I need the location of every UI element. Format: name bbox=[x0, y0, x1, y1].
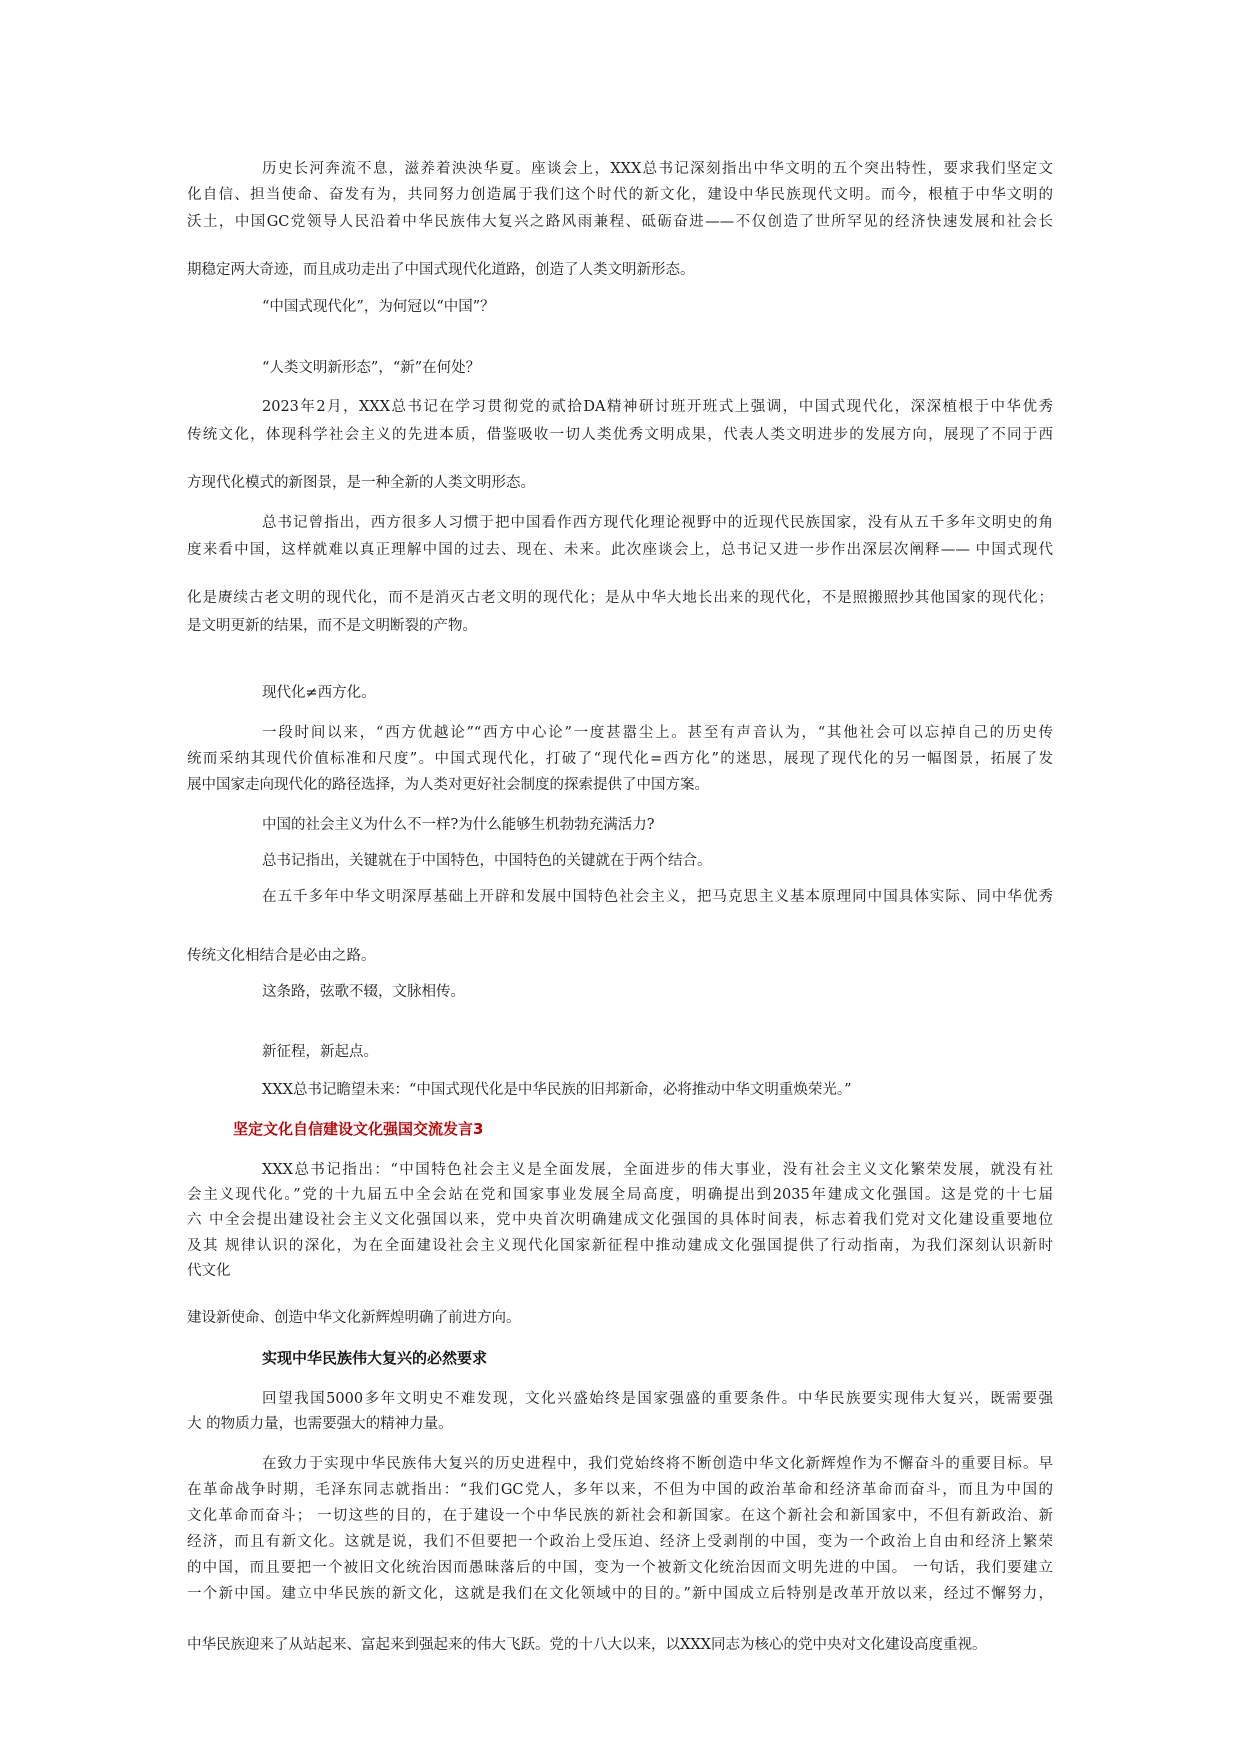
paragraph-line: 历史长河奔流不息，滋养着泱泱华夏。座谈会上，XXX总书记深刻指出中华文明的五个突出特性，要求我们坚定文 bbox=[262, 161, 1053, 177]
paragraph-line: 中国的社会主义为什么不一样?为什么能够生机勃勃充满活力? bbox=[262, 817, 655, 833]
paragraph-line: 方现代化模式的新图景，是一种全新的人类文明形态。 bbox=[187, 475, 535, 491]
paragraph-line: 在五千多年中华文明深厚基础上开辟和发展中国特色社会主义，把马克思主义基本原理同中国具体实际、同中华优秀 bbox=[262, 889, 1053, 905]
paragraph-line: 期稳定两大奇迹，而且成功走出了中国式现代化道路，创造了人类文明新形态。 bbox=[187, 262, 695, 278]
paragraph-line: 在革命战争时期，毛泽东同志就指出：“我们GC党人，多年以来，不但为中国的政治革命和经济革命而奋斗，而且为中国的 bbox=[187, 1482, 1053, 1498]
question-line: “人类文明新形态”，“新”在何处？ bbox=[262, 360, 481, 376]
paragraph-line: 建设新使命、创造中华文化新辉煌明确了前进方向。 bbox=[187, 1310, 521, 1326]
paragraph-line: 化自信、担当使命、奋发有为，共同努力创造属于我们这个时代的新文化，建设中华民族现代文明。而今，根植于中华文明的 bbox=[187, 187, 1053, 203]
paragraph-line: 大 的物质力量，也需要强大的精神力量。 bbox=[187, 1416, 453, 1432]
paragraph-line: 一个新中国。建立中华民族的新文化，这就是我们在文化领域中的目的。”新中国成立后特别是改革开放以来，经过不懈努力， bbox=[187, 1586, 1053, 1602]
paragraph-line: 新征程，新起点。 bbox=[262, 1044, 378, 1060]
paragraph-line: 沃土，中国GC党领导人民沿着中华民族伟大复兴之路风雨兼程、砥砺奋进——不仅创造了世所罕见的经济快速发展和社会长 bbox=[187, 214, 1053, 230]
paragraph-line: XXX总书记瞻望未来：“中国式现代化是中华民族的旧邦新命，必将推动中华文明重焕荣光。” bbox=[262, 1082, 852, 1098]
paragraph-line: 传统文化相结合是必由之路。 bbox=[187, 948, 376, 964]
paragraph-line: 中华民族迎来了从站起来、富起来到强起来的伟大飞跃。党的十八大以来，以XXX同志为核心的党中央对文化建设高度重视。 bbox=[187, 1637, 987, 1653]
paragraph-line: 这条路，弦歌不辍，文脉相传。 bbox=[262, 984, 465, 1000]
paragraph-line: 传统文化，体现科学社会主义的先进本质，借鉴吸收一切人类优秀文明成果，代表人类文明进步的发展方向，展现了不同于西 bbox=[187, 427, 1053, 443]
section-heading: 坚定文化自信建设文化强国交流发言3 bbox=[233, 1120, 484, 1138]
paragraph-line: 六 中全会提出建设社会主义文化强国以来，党中央首次明确建成文化强国的具体时间表，标志着我们党对文化建设重要地位 bbox=[187, 1212, 1053, 1228]
paragraph-line: 是文明更新的结果，而不是文明断裂的产物。 bbox=[187, 618, 477, 634]
paragraph-line: 回望我国5000多年文明史不难发现，文化兴盛始终是国家强盛的重要条件。中华民族要实现伟大复兴，既需要强 bbox=[262, 1391, 1053, 1407]
paragraph-line: 会主义现代化。”党的十九届五中全会站在党和国家事业发展全局高度，明确提出到2035年建成文化强国。这是党的十七届 bbox=[187, 1187, 1053, 1203]
paragraph-line: 总书记曾指出，西方很多人习惯于把中国看作西方现代化理论视野中的近现代民族国家，没有从五千多年文明史的角 bbox=[262, 515, 1053, 531]
paragraph-line: 经济，而且有新文化。这就是说，我们不但要把一个政治上受压迫、经济上受剥削的中国，变为一个政治上自由和经济上繁荣 bbox=[187, 1534, 1053, 1550]
paragraph-line: 统而采纳其现代价值标准和尺度”。中国式现代化，打破了“现代化=西方化”的迷思，展现了现代化的另一幅图景，拓展了发 bbox=[187, 751, 1053, 767]
paragraph-line: 在致力于实现中华民族伟大复兴的历史进程中，我们党始终将不断创造中华文化新辉煌作为不懈奋斗的重要目标。早 bbox=[262, 1456, 1053, 1472]
question-line: “中国式现代化”，为何冠以“中国”？ bbox=[262, 299, 495, 315]
paragraph-line: 代文化 bbox=[187, 1263, 231, 1279]
paragraph-line: 化是赓续古老文明的现代化，而不是消灭古老文明的现代化；是从中华大地长出来的现代化，不是照搬照抄其他国家的现代化； bbox=[187, 590, 1053, 606]
paragraph-line: 现代化≠西方化。 bbox=[262, 685, 376, 701]
paragraph-line: 文化革命而奋斗； 一切这些的目的，在于建设一个中华民族的新社会和新国家。在这个新社会和新国家中，不但有新政治、新 bbox=[187, 1508, 1053, 1524]
paragraph-line: 及其 规律认识的深化，为在全面建设社会主义现代化国家新征程中推动建成文化强国提供了行动指南，为我们深刻认识新时 bbox=[187, 1238, 1053, 1254]
paragraph-line: 总书记指出，关键就在于中国特色，中国特色的关键就在于两个结合。 bbox=[262, 853, 712, 869]
subsection-heading: 实现中华民族伟大复兴的必然要求 bbox=[262, 1349, 488, 1367]
paragraph-line: 度来看中国，这样就难以真正理解中国的过去、现在、未来。此次座谈会上，总书记又进一步作出深层次阐释—— 中国式现代 bbox=[187, 542, 1053, 558]
paragraph-line: XXX总书记指出：“中国特色社会主义是全面发展，全面进步的伟大事业，没有社会主义文化繁荣发展，就没有社 bbox=[262, 1162, 1053, 1178]
paragraph-line: 展中国家走向现代化的路径选择，为人类对更好社会制度的探索提供了中国方案。 bbox=[187, 777, 709, 793]
paragraph-line: 的中国，而且要把一个被旧文化统治因而愚昧落后的中国，变为一个被新文化统治因而文明先进的中国。 一句话，我们要建立 bbox=[187, 1560, 1053, 1576]
paragraph-line: 一段时间以来，“西方优越论”“西方中心论”一度甚嚣尘上。甚至有声音认为，“其他社会可以忘掉自己的历史传 bbox=[262, 725, 1053, 741]
paragraph-line: 2023年2月，XXX总书记在学习贯彻党的贰拾DA精神研讨班开班式上强调，中国式现代化，深深植根于中华优秀 bbox=[262, 399, 1053, 415]
